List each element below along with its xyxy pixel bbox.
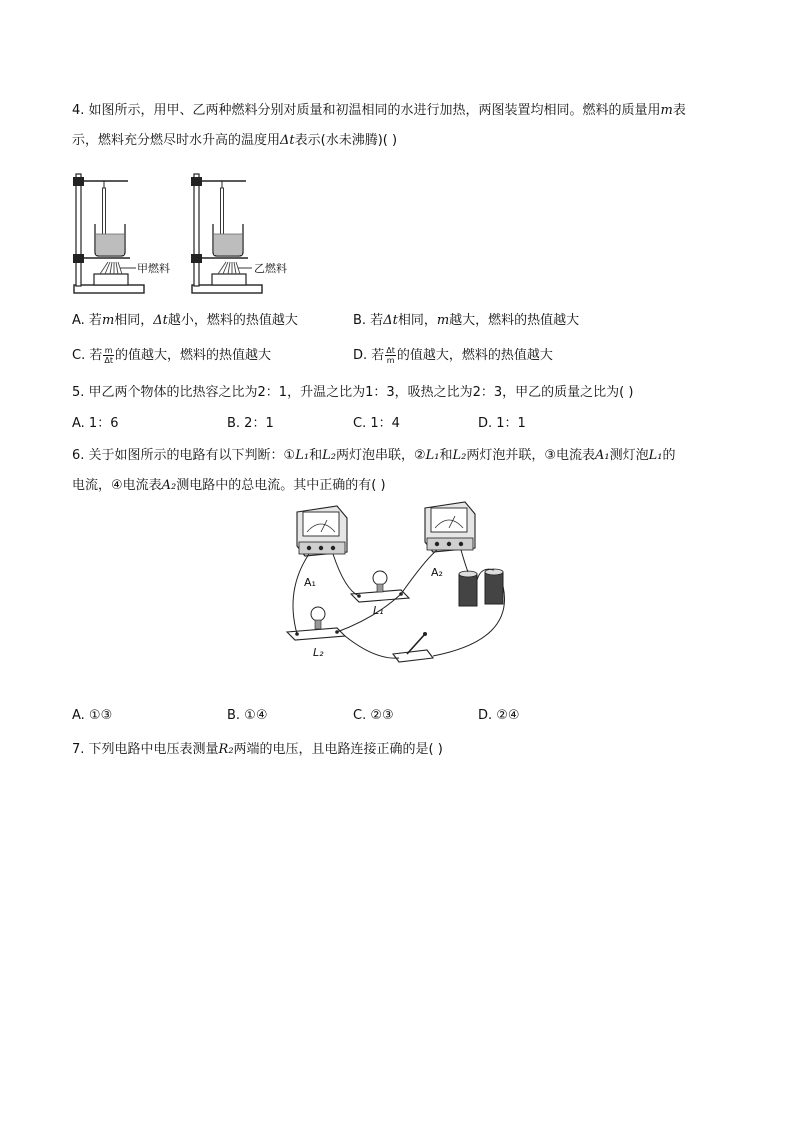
q5-option-d: D. 1：1 [478,416,526,431]
q6-text: 的 [662,448,676,463]
q4-text: 4. 如图所示，用甲、乙两种燃料分别对质量和初温相同的水进行加热，两图装置均相同。燃料的质量用 [72,103,661,118]
frac-den: m [386,356,395,365]
label-jia-fuel: 甲燃料 [137,262,170,275]
var-R2: R₂ [218,742,234,757]
q6-text: 两灯泡并联，③电流表 [466,448,595,463]
var-m: m [436,313,450,328]
opt-text: 越大，燃料的热值越大 [449,313,580,328]
bulb-l1 [351,571,409,602]
setup-jia [73,174,170,293]
q5-option-a: A. 1：6 [72,416,119,431]
q4-stem-line1 [72,101,686,121]
q7-stem [72,740,443,760]
q6-option-a: A. ①③ [72,708,113,723]
q4-option-a [72,311,298,331]
q4-stem-line2 [72,131,397,151]
bulb-l2 [287,607,345,640]
opt-text: 相同， [397,313,437,328]
opt-text: 的值越大，燃料的热值越大 [396,348,553,363]
ammeter-a2 [425,502,475,552]
opt-text: B. 若 [353,313,384,328]
var-delta-t: Δt [383,313,398,328]
var-L2: L₂ [452,448,467,463]
label-a1: A₁ [304,576,316,589]
q6-stem-line1 [72,446,675,466]
var-delta-t: Δt [280,133,295,148]
ammeter-a1 [297,506,347,556]
var-L2: L₂ [322,448,336,463]
q6-stem-line2 [72,476,386,496]
opt-text: C. 若 [72,348,103,363]
q4-option-c [72,346,271,366]
label-l2: L₂ [313,646,324,659]
q6-text: 两灯泡串联，② [335,448,426,463]
q6-text: 6. 关于如图所示的电路有以下判断：① [72,448,296,463]
q6-option-c: C. ②③ [353,708,394,723]
q6-text: 测灯泡 [609,448,649,463]
q5-option-c: C. 1：4 [353,416,400,431]
label-a2: A₂ [431,566,443,579]
opt-text: 的值越大，燃料的热值越大 [114,348,271,363]
q7-text: 7. 下列电路中电压表测量 [72,742,219,757]
q4-text: 示，燃料充分燃尽时水升高的温度用 [72,133,281,148]
opt-text: D. 若 [353,348,385,363]
switch [393,632,433,662]
opt-text: 越小，燃料的热值越大 [167,313,298,328]
opt-text: 相同， [114,313,154,328]
setup-yi [191,174,287,293]
q4-text: 表示(水未沸腾)( ) [294,133,398,148]
var-m: m [660,103,673,118]
label-yi-fuel: 乙燃料 [254,262,287,275]
opt-text: A. 若 [72,313,102,328]
var-L1: L₁ [648,448,663,463]
q4-option-b [353,311,579,331]
frac-den: Δt [104,356,113,365]
var-L1: L₁ [425,448,440,463]
var-A1: A₁ [594,448,610,463]
fraction-dt-over-m [385,346,396,365]
var-A2: A₂ [161,478,177,493]
var-delta-t: Δt [153,313,168,328]
q6-option-b: B. ①④ [227,708,268,723]
frac-num: m [104,346,113,355]
q6-text: 电流，④电流表 [72,478,162,493]
fraction-m-over-dt [103,346,114,365]
q5-option-b: B. 2：1 [227,416,274,431]
var-m: m [101,313,115,328]
var-L1: L₁ [295,448,310,463]
q4-figure-heating-setups [70,168,310,303]
q4-text: 表 [672,103,686,118]
q4-option-d [353,346,553,366]
q7-text: 两端的电压，且电路连接正确的是( ) [233,742,443,757]
q6-text: 和 [309,448,323,463]
label-l1: L₁ [373,604,384,617]
frac-num: Δt [386,346,395,355]
q6-figure-circuit [275,500,535,670]
batteries [459,569,503,606]
q5-stem: 5. 甲乙两个物体的比热容之比为2：1，升温之比为1：3，吸热之比为2：3，甲乙的质量之比为( ) [72,385,634,400]
q6-text: 测电路中的总电流。其中正确的有( ) [176,478,386,493]
q6-option-d: D. ②④ [478,708,520,723]
q6-text: 和 [439,448,453,463]
